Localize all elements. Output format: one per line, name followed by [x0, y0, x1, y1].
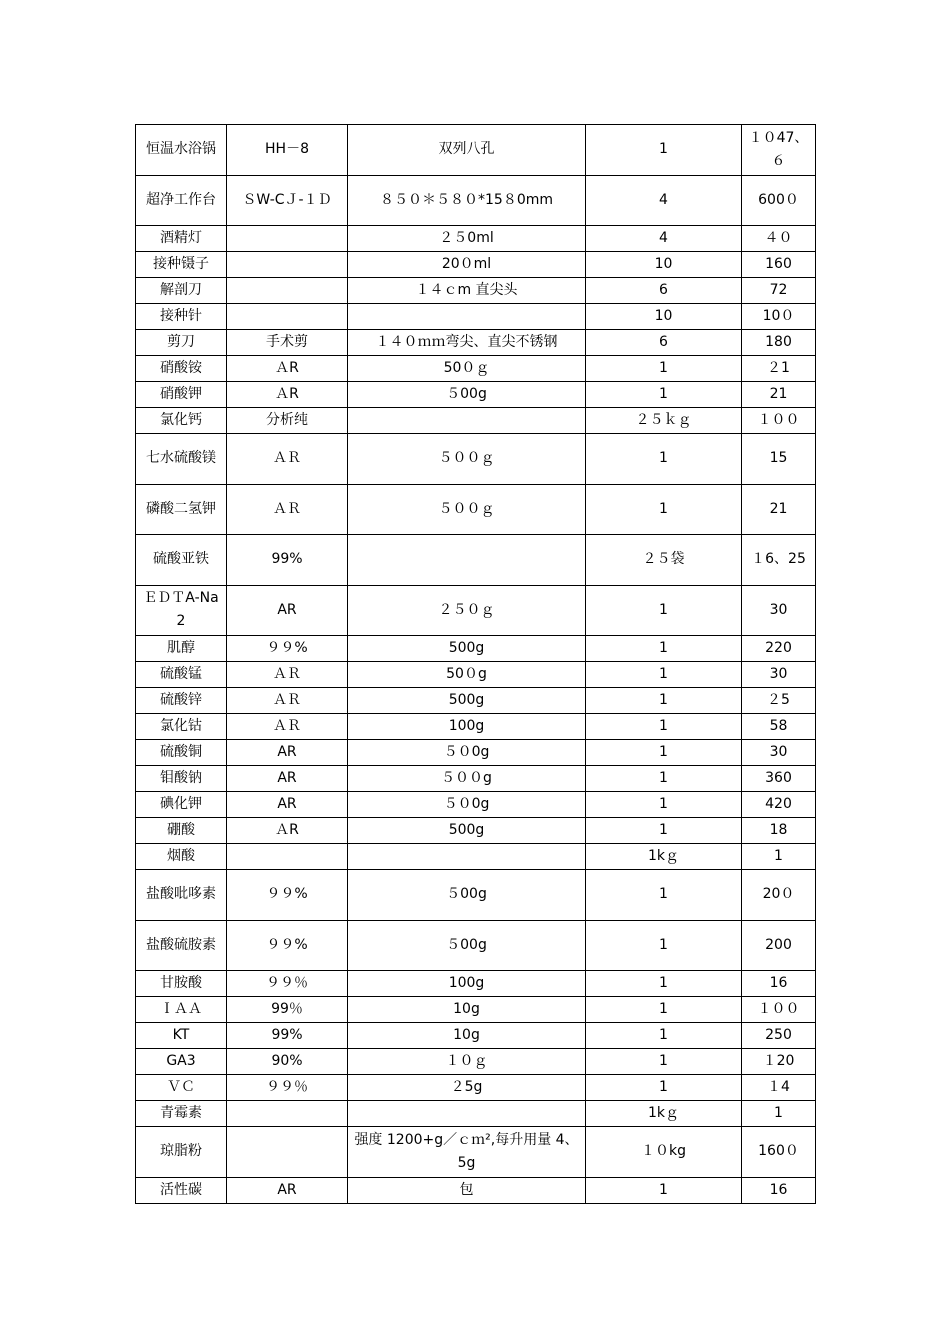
cell-spec: 99% [227, 535, 348, 586]
cell-item-name: 钼酸钠 [136, 766, 227, 792]
cell-item-name: KT [136, 1023, 227, 1049]
cell-description [348, 408, 586, 434]
cell-price: ２5 [742, 688, 816, 714]
cell-quantity: 4 [586, 226, 742, 252]
cell-spec [227, 278, 348, 304]
cell-price: 1 [742, 1101, 816, 1127]
cell-price: 600０ [742, 175, 816, 226]
cell-price: 180 [742, 330, 816, 356]
cell-description: 100g [348, 971, 586, 997]
cell-item-name: ＶＣ [136, 1075, 227, 1101]
cell-description: １０ｇ [348, 1049, 586, 1075]
cell-spec: ９９％ [227, 1075, 348, 1101]
cell-quantity: 1 [586, 125, 742, 176]
cell-item-name: 磷酸二氢钾 [136, 484, 227, 535]
cell-item-name: 盐酸硫胺素 [136, 920, 227, 971]
table-row [136, 356, 816, 382]
cell-description [348, 304, 586, 330]
cell-quantity: 1 [586, 818, 742, 844]
cell-description: ５００ｇ [348, 434, 586, 485]
cell-description: 20０ml [348, 252, 586, 278]
cell-price: １００ [742, 408, 816, 434]
cell-quantity: 1 [586, 714, 742, 740]
cell-quantity: 1 [586, 662, 742, 688]
cell-quantity: 1 [586, 740, 742, 766]
cell-description: 500g [348, 688, 586, 714]
table-row [136, 1049, 816, 1075]
cell-spec: ＡR [227, 818, 348, 844]
cell-item-name: 剪刀 [136, 330, 227, 356]
table-row [136, 870, 816, 921]
table-row [136, 304, 816, 330]
cell-item-name: 琼脂粉 [136, 1127, 227, 1178]
cell-quantity: 6 [586, 330, 742, 356]
table-row [136, 278, 816, 304]
table-row [136, 1075, 816, 1101]
cell-description: 50０ｇ [348, 356, 586, 382]
cell-quantity: 1 [586, 688, 742, 714]
cell-description: １４０ｍｍ弯尖、直尖不锈钢 [348, 330, 586, 356]
cell-item-name: 接种针 [136, 304, 227, 330]
cell-spec: AR [227, 792, 348, 818]
cell-quantity: 10 [586, 304, 742, 330]
cell-spec [227, 1127, 348, 1178]
cell-price: 1 [742, 844, 816, 870]
cell-price: 30 [742, 740, 816, 766]
cell-price: 250 [742, 1023, 816, 1049]
cell-item-name: 恒温水浴锅 [136, 125, 227, 176]
cell-description: ２5g [348, 1075, 586, 1101]
cell-spec [227, 252, 348, 278]
table-row [136, 125, 816, 176]
cell-quantity: 1 [586, 484, 742, 535]
cell-spec: AR [227, 740, 348, 766]
cell-spec: ９９% [227, 636, 348, 662]
cell-description: 10g [348, 1023, 586, 1049]
cell-description: ５00g [348, 382, 586, 408]
table-row [136, 688, 816, 714]
cell-item-name: 超净工作台 [136, 175, 227, 226]
cell-item-name: 活性碳 [136, 1177, 227, 1203]
cell-quantity: ２５ｋｇ [586, 408, 742, 434]
cell-price: 18 [742, 818, 816, 844]
table-row [136, 434, 816, 485]
cell-quantity: 1 [586, 585, 742, 636]
table-row [136, 1023, 816, 1049]
cell-item-name: 青霉素 [136, 1101, 227, 1127]
table-row [136, 920, 816, 971]
cell-description: ２５０ｇ [348, 585, 586, 636]
cell-item-name: 氯化钙 [136, 408, 227, 434]
cell-spec: ＡＲ [227, 662, 348, 688]
cell-quantity: 10 [586, 252, 742, 278]
cell-item-name: 盐酸吡哆素 [136, 870, 227, 921]
table-row [136, 226, 816, 252]
table-row [136, 382, 816, 408]
cell-item-name: 碘化钾 [136, 792, 227, 818]
cell-spec: ９９％ [227, 971, 348, 997]
reagent-equipment-table [135, 124, 816, 1204]
cell-price: 72 [742, 278, 816, 304]
cell-price: １20 [742, 1049, 816, 1075]
table-row [136, 844, 816, 870]
table-row [136, 997, 816, 1023]
cell-item-name: GA3 [136, 1049, 227, 1075]
cell-description: 10g [348, 997, 586, 1023]
cell-spec: ９９% [227, 920, 348, 971]
table-row [136, 740, 816, 766]
cell-spec: ＡR [227, 382, 348, 408]
cell-price: 220 [742, 636, 816, 662]
cell-quantity: 1 [586, 636, 742, 662]
cell-item-name: 解剖刀 [136, 278, 227, 304]
cell-description: 强度 1200+g／ｃｍ²,每升用量 4、5g [348, 1127, 586, 1178]
cell-quantity: 1 [586, 792, 742, 818]
table-row [136, 330, 816, 356]
cell-item-name: 肌醇 [136, 636, 227, 662]
cell-quantity: 1 [586, 870, 742, 921]
cell-description: 双列八孔 [348, 125, 586, 176]
cell-spec: ＡＲ [227, 434, 348, 485]
cell-price: 360 [742, 766, 816, 792]
cell-description: ５00g [348, 870, 586, 921]
cell-quantity: 1kｇ [586, 1101, 742, 1127]
cell-spec: ＳW-CＪ-１Ｄ [227, 175, 348, 226]
cell-description: ８５０＊５８０*15８0mm [348, 175, 586, 226]
cell-item-name: 酒精灯 [136, 226, 227, 252]
cell-spec: AR [227, 766, 348, 792]
cell-spec [227, 226, 348, 252]
cell-price: 16 [742, 971, 816, 997]
cell-spec: ＡＲ [227, 714, 348, 740]
table-row [136, 662, 816, 688]
cell-spec [227, 1101, 348, 1127]
cell-quantity: 6 [586, 278, 742, 304]
cell-description [348, 1101, 586, 1127]
cell-description: ５０0g [348, 740, 586, 766]
cell-price: １０47、６ [742, 125, 816, 176]
cell-quantity: 1 [586, 1177, 742, 1203]
cell-item-name: 七水硫酸镁 [136, 434, 227, 485]
table-row [136, 252, 816, 278]
cell-quantity: 1kｇ [586, 844, 742, 870]
cell-spec: 90% [227, 1049, 348, 1075]
cell-item-name: 硝酸钾 [136, 382, 227, 408]
cell-price: 10０ [742, 304, 816, 330]
cell-description: ５００ｇ [348, 484, 586, 535]
cell-quantity: 1 [586, 434, 742, 485]
table-row [136, 792, 816, 818]
cell-spec: AR [227, 585, 348, 636]
cell-price: 160０ [742, 1127, 816, 1178]
cell-item-name: 硫酸亚铁 [136, 535, 227, 586]
cell-item-name: 硫酸铜 [136, 740, 227, 766]
cell-spec: ９９% [227, 870, 348, 921]
cell-description: 100g [348, 714, 586, 740]
cell-description: ５00g [348, 920, 586, 971]
cell-description: 500g [348, 636, 586, 662]
cell-price: 21 [742, 484, 816, 535]
cell-quantity: 1 [586, 1023, 742, 1049]
cell-price: 30 [742, 662, 816, 688]
cell-price: １4 [742, 1075, 816, 1101]
table-row [136, 408, 816, 434]
cell-spec: HH－8 [227, 125, 348, 176]
table-row [136, 714, 816, 740]
cell-quantity: １０kg [586, 1127, 742, 1178]
cell-description: ５００g [348, 766, 586, 792]
cell-description: 50０g [348, 662, 586, 688]
cell-spec: ＡＲ [227, 688, 348, 714]
cell-quantity: 1 [586, 971, 742, 997]
cell-spec: ＡR [227, 356, 348, 382]
cell-spec: 99％ [227, 997, 348, 1023]
cell-price: １００ [742, 997, 816, 1023]
cell-item-name: ＥＤＴA-Na2 [136, 585, 227, 636]
table-row [136, 1177, 816, 1203]
cell-price: 420 [742, 792, 816, 818]
cell-price: 58 [742, 714, 816, 740]
cell-price: 20０ [742, 870, 816, 921]
cell-item-name: 烟酸 [136, 844, 227, 870]
cell-description [348, 535, 586, 586]
table-row [136, 1127, 816, 1178]
cell-description: １４ｃm 直尖头 [348, 278, 586, 304]
cell-price: ４０ [742, 226, 816, 252]
table-row [136, 484, 816, 535]
cell-price: 16 [742, 1177, 816, 1203]
cell-spec: ＡＲ [227, 484, 348, 535]
cell-description: 包 [348, 1177, 586, 1203]
cell-price: ２1 [742, 356, 816, 382]
cell-item-name: 硼酸 [136, 818, 227, 844]
table-row [136, 535, 816, 586]
table-row [136, 818, 816, 844]
cell-price: 200 [742, 920, 816, 971]
cell-quantity: 1 [586, 766, 742, 792]
cell-spec: 99% [227, 1023, 348, 1049]
table-row [136, 766, 816, 792]
cell-spec: 手术剪 [227, 330, 348, 356]
cell-quantity: 4 [586, 175, 742, 226]
cell-item-name: 硫酸锰 [136, 662, 227, 688]
cell-price: １6、25 [742, 535, 816, 586]
cell-quantity: 1 [586, 997, 742, 1023]
table-body [136, 125, 816, 1204]
table-row [136, 971, 816, 997]
cell-quantity: 1 [586, 382, 742, 408]
table-row [136, 175, 816, 226]
cell-description: ５０0g [348, 792, 586, 818]
table-row [136, 585, 816, 636]
cell-item-name: 甘胺酸 [136, 971, 227, 997]
cell-description [348, 844, 586, 870]
table-row [136, 636, 816, 662]
cell-quantity: 1 [586, 1075, 742, 1101]
cell-spec [227, 304, 348, 330]
cell-price: 30 [742, 585, 816, 636]
cell-quantity: 1 [586, 920, 742, 971]
cell-quantity: 1 [586, 1049, 742, 1075]
cell-quantity: ２５袋 [586, 535, 742, 586]
cell-quantity: 1 [586, 356, 742, 382]
cell-item-name: 接种镊子 [136, 252, 227, 278]
table-row [136, 1101, 816, 1127]
cell-price: 21 [742, 382, 816, 408]
cell-description: ２５0ml [348, 226, 586, 252]
cell-spec: AR [227, 1177, 348, 1203]
cell-item-name: 硫酸锌 [136, 688, 227, 714]
cell-spec [227, 844, 348, 870]
cell-item-name: 硝酸铵 [136, 356, 227, 382]
cell-description: 500g [348, 818, 586, 844]
cell-item-name: 氯化钴 [136, 714, 227, 740]
cell-spec: 分析纯 [227, 408, 348, 434]
cell-price: 15 [742, 434, 816, 485]
cell-price: 160 [742, 252, 816, 278]
cell-item-name: ＩＡＡ [136, 997, 227, 1023]
